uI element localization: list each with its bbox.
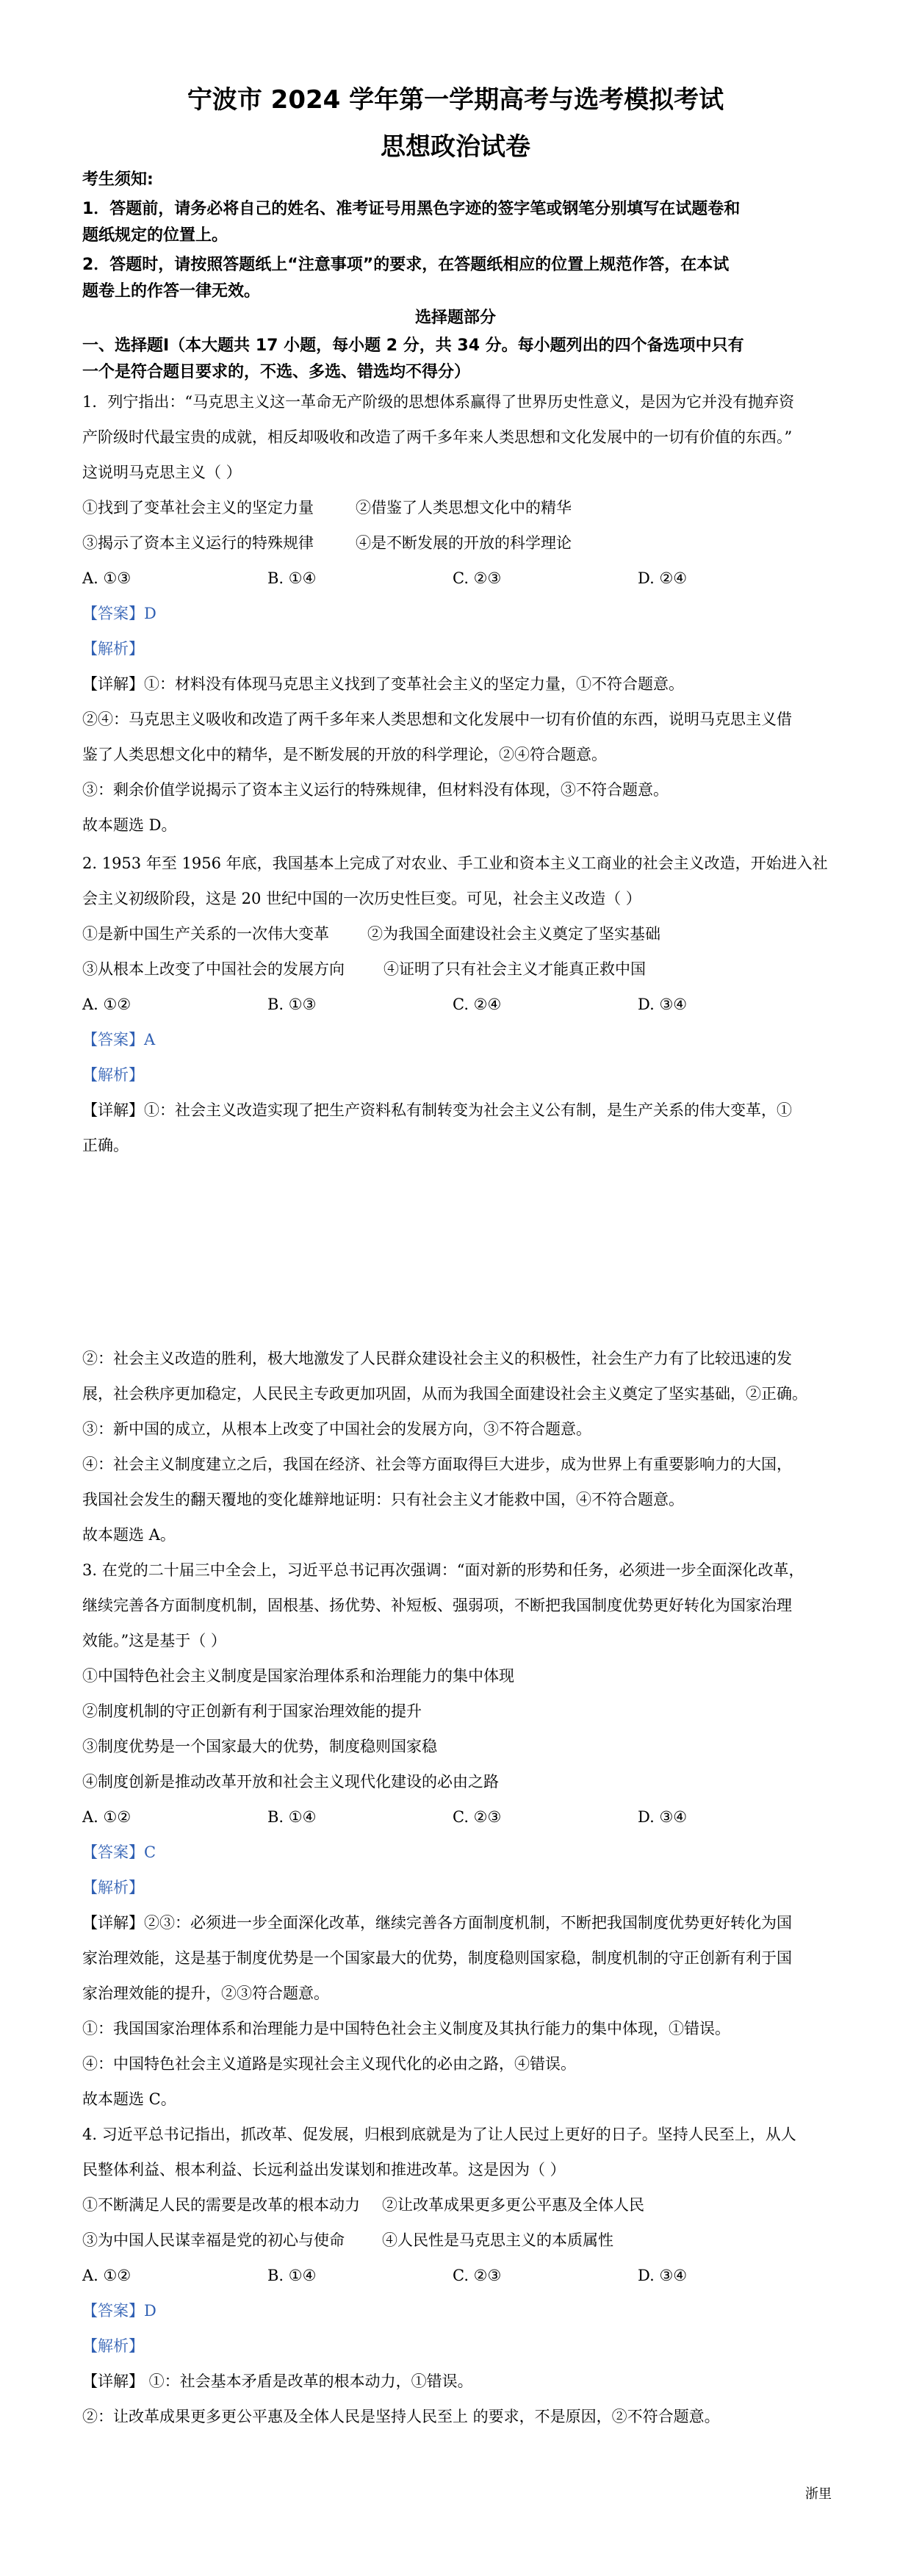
q3-conclusion: 故本题选 C。 [82, 2090, 176, 2108]
q1-option-d: D. ②④ [638, 569, 688, 587]
q3-statement-4: ④制度创新是推动改革开放和社会主义现代化建设的必由之路 [82, 1773, 499, 1791]
q3-analysis-label: 【解析】 [82, 1879, 144, 1896]
q1-stem-2: 产阶级时代最宝贵的成就，相反却吸收和改造了两千多年来人类思想和文化发展中的一切有价值的东西。” [82, 428, 793, 446]
q3-option-c: C. ②③ [453, 1808, 502, 1826]
q2-detail-6: ④：社会主义制度建立之后，我国在经济、社会等方面取得巨大进步，成为世界上有重要影响力的大国， [82, 1456, 792, 1473]
q2-analysis-label: 【解析】 [82, 1066, 144, 1084]
q2-option-b: B. ①③ [267, 996, 317, 1013]
q3-detail-2: 家治理效能，这是基于制度优势是一个国家最大的优势，制度稳则国家稳，制度机制的守正创新有利于国 [82, 1949, 792, 1967]
q2-stem-1: 2. 1953 年至 1956 年底，我国基本上完成了对农业、手工业和资本主义工商业的社会主义改造，开始进入社 [82, 855, 828, 872]
q4-option-b: B. ①④ [267, 2267, 317, 2284]
section-instructions-1: 一、选择题Ⅰ（本大题共 17 小题，每小题 2 分，共 34 分。每小题列出的四个备选项中只有 [82, 337, 744, 355]
notice-item-2b: 题卷上的作答一律无效。 [82, 282, 261, 301]
q2-statement-3: ③从根本上改变了中国社会的发展方向 [82, 960, 345, 978]
q2-answer: 【答案】A [82, 1031, 156, 1048]
q2-statement-1: ①是新中国生产关系的一次伟大变革 [82, 925, 329, 943]
exam-title: 宁波市 2024 学年第一学期高考与选考模拟考试 [187, 85, 724, 115]
q4-statement-1: ①不断满足人民的需要是改革的根本动力 [82, 2196, 360, 2214]
notice-item-1b: 题纸规定的位置上。 [82, 226, 228, 245]
q1-option-b: B. ①④ [267, 569, 317, 587]
q3-detail-5: ④：中国特色社会主义道路是实现社会主义现代化的必由之路，④错误。 [82, 2055, 576, 2073]
q1-option-a: A. ①③ [82, 569, 132, 587]
q3-option-a: A. ①② [82, 1808, 132, 1826]
q1-stem-3: 这说明马克思主义（ ） [82, 464, 242, 481]
q3-detail-1: 【详解】②③：必须进一步全面深化改革，继续完善各方面制度机制，不断把我国制度优势更好转化为国 [82, 1914, 792, 1932]
q1-detail-1: 【详解】①：材料没有体现马克思主义找到了变革社会主义的坚定力量，①不符合题意。 [82, 675, 684, 693]
q2-detail-7: 我国社会发生的翻天覆地的变化雄辩地证明：只有社会主义才能救中国，④不符合题意。 [82, 1491, 684, 1508]
q4-statement-3: ③为中国人民谋幸福是党的初心与使命 [82, 2231, 345, 2249]
q4-detail-1: 【详解】 ①：社会基本矛盾是改革的根本动力，①错误。 [82, 2372, 473, 2390]
q4-option-d: D. ③④ [638, 2267, 688, 2284]
q4-option-c: C. ②③ [453, 2267, 502, 2284]
q2-statement-4: ④证明了只有社会主义才能真正救中国 [384, 960, 646, 978]
q4-stem-2: 民整体利益、根本利益、长远利益出发谋划和推进改革。这是因为（ ） [82, 2161, 566, 2179]
q1-analysis-label: 【解析】 [82, 640, 144, 658]
q2-detail-3: ②：社会主义改造的胜利，极大地激发了人民群众建设社会主义的积极性，社会生产力有了比较迅速的发 [82, 1350, 792, 1367]
q1-detail-3: 鉴了人类思想文化中的精华，是不断发展的开放的科学理论，②④符合题意。 [82, 746, 607, 763]
q4-statement-2: ②让改革成果更多更公平惠及全体人民 [382, 2196, 644, 2214]
exam-subtitle: 思想政治试卷 [381, 132, 530, 162]
q3-stem-2: 继续完善各方面制度机制，固根基、扬优势、补短板、强弱项，不断把我国制度优势更好转化为国家治理 [82, 1597, 792, 1614]
q2-stem-2: 会主义初级阶段，这是 20 世纪中国的一次历史性巨变。可见，社会主义改造（ ） [82, 890, 641, 907]
q2-option-d: D. ③④ [638, 996, 688, 1013]
q1-detail-2: ②④：马克思主义吸收和改造了两千多年来人类思想和文化发展中一切有价值的东西，说明马克思主义借 [82, 710, 792, 728]
q4-statement-4: ④人民性是马克思主义的本质属性 [382, 2231, 613, 2249]
q1-answer: 【答案】D [82, 605, 156, 622]
notice-heading: 考生须知: [82, 170, 154, 189]
q3-detail-3: 家治理效能的提升，②③符合题意。 [82, 1985, 329, 2002]
notice-item-1a: 1．答题前，请务必将自己的姓名、准考证号用黑色字迹的签字笔或钢笔分别填写在试题卷和 [82, 200, 741, 218]
q1-option-c: C. ②③ [453, 569, 502, 587]
q1-statement-4: ④是不断发展的开放的科学理论 [356, 534, 572, 552]
q3-statement-1: ①中国特色社会主义制度是国家治理体系和治理能力的集中体现 [82, 1667, 514, 1685]
notice-item-2a: 2．答题时，请按照答题纸上“注意事项”的要求，在答题纸相应的位置上规范作答，在本试 [82, 256, 730, 274]
q4-stem-1: 4. 习近平总书记指出，抓改革、促发展，归根到底就是为了让人民过上更好的日子。坚持人民至上，从人 [82, 2126, 796, 2143]
q2-detail-2: 正确。 [82, 1137, 129, 1154]
q3-detail-4: ①：我国国家治理体系和治理能力是中国特色社会主义制度及其执行能力的集中体现，①错误。 [82, 2020, 730, 2037]
q2-conclusion: 故本题选 A。 [82, 1526, 176, 1544]
q3-answer: 【答案】C [82, 1843, 156, 1861]
q4-option-a: A. ①② [82, 2267, 132, 2284]
section-instructions-2: 一个是符合题目要求的，不选、多选、错选均不得分） [82, 363, 471, 381]
q2-detail-5: ③：新中国的成立，从根本上改变了中国社会的发展方向，③不符合题意。 [82, 1420, 591, 1438]
section-label: 选择题部分 [414, 309, 496, 327]
q3-option-b: B. ①④ [267, 1808, 317, 1826]
q1-statement-3: ③揭示了资本主义运行的特殊规律 [82, 534, 314, 552]
q2-detail-1: 【详解】①：社会主义改造实现了把生产资料私有制转变为社会主义公有制，是生产关系的伟大变革，① [82, 1101, 792, 1119]
q1-stem-1: 1．列宁指出：“马克思主义这一革命无产阶级的思想体系赢得了世界历史性意义，是因为它并没有抛弃资 [82, 393, 795, 411]
q1-statement-1: ①找到了变革社会主义的坚定力量 [82, 499, 314, 517]
q4-detail-2: ②：让改革成果更多更公平惠及全体人民是坚持人民至上 的要求，不是原因，②不符合题意。 [82, 2408, 720, 2425]
q1-statement-2: ②借鉴了人类思想文化中的精华 [356, 499, 572, 517]
q2-detail-4: 展，社会秩序更加稳定，人民民主专政更加巩固，从而为我国全面建设社会主义奠定了坚实基础，②正确。 [82, 1385, 807, 1403]
q4-analysis-label: 【解析】 [82, 2337, 144, 2355]
q3-stem-1: 3. 在党的二十届三中全会上，习近平总书记再次强调：“面对新的形势和任务，必须进一步全面深化改革， [82, 1561, 804, 1579]
q2-option-a: A. ①② [82, 996, 132, 1013]
q3-statement-3: ③制度优势是一个国家最大的优势，制度稳则国家稳 [82, 1738, 437, 1755]
q3-option-d: D. ③④ [638, 1808, 688, 1826]
q3-stem-3: 效能。”这是基于（ ） [82, 1632, 226, 1649]
q2-statement-2: ②为我国全面建设社会主义奠定了坚实基础 [367, 925, 660, 943]
q1-detail-4: ③：剩余价值学说揭示了资本主义运行的特殊规律，但材料没有体现，③不符合题意。 [82, 781, 669, 799]
q4-answer: 【答案】D [82, 2302, 156, 2320]
q1-conclusion: 故本题选 D。 [82, 816, 177, 834]
footer-mark: 浙里 [805, 2486, 832, 2502]
q2-option-c: C. ②④ [453, 996, 502, 1013]
q3-statement-2: ②制度机制的守正创新有利于国家治理效能的提升 [82, 1702, 422, 1720]
